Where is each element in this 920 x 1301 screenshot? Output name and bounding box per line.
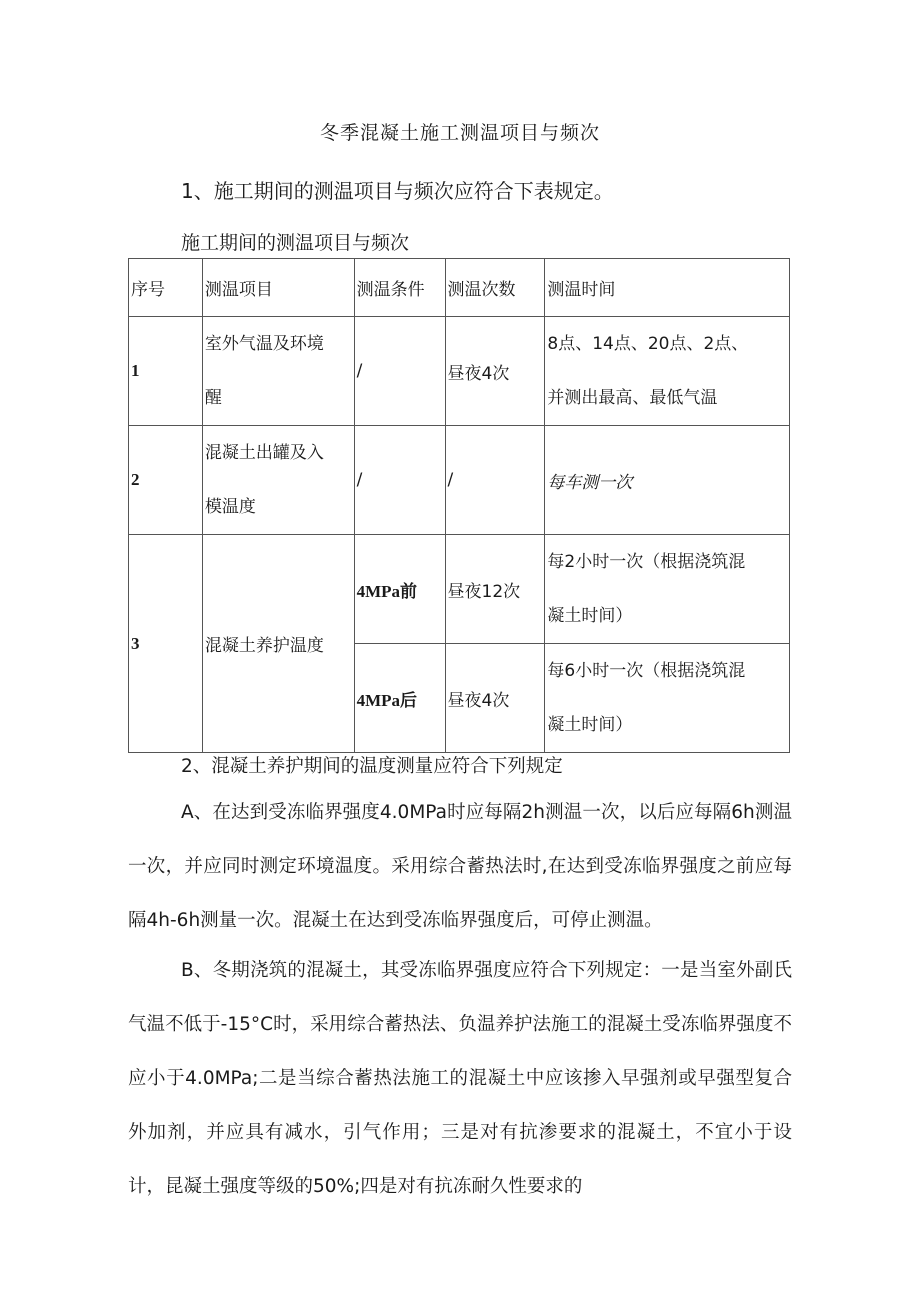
count-cell: 昼夜4次 — [445, 317, 545, 426]
row-number: 1 — [129, 317, 203, 426]
row-number: 3 — [129, 535, 203, 753]
condition-cell: / — [354, 426, 445, 535]
count-cell: / — [445, 426, 545, 535]
header-cell: 测温时间 — [545, 259, 790, 317]
count-cell: 昼夜4次 — [445, 644, 545, 753]
table-caption: 施工期间的测温项目与频次 — [181, 232, 410, 254]
time-cell: 每车测一次 — [545, 426, 790, 535]
condition-cell: 4MPa前 — [354, 535, 445, 644]
item-cell: 室外气温及环境 醒 — [202, 317, 354, 426]
intro-line: 1、施工期间的测温项目与频次应符合下表规定。 — [181, 179, 614, 203]
item-cell: 混凝土养护温度 — [202, 535, 354, 753]
paragraph-a: A、在达到受冻临界强度4.0MPa时应每隔2h测温一次，以后应每隔6h测温一次，并应同时测定环境温度。采用综合蓄热法时,在达到受冻临界强度之前应每隔4h-6h测量一次。混凝土在达到受冻临界强度后，可停止测温。 — [128, 802, 792, 931]
header-cell: 测温条件 — [354, 259, 445, 317]
count-cell: 昼夜12次 — [445, 535, 545, 644]
page-title: 冬季混凝土施工测温项目与频次 — [319, 122, 600, 144]
header-cell: 序号 — [129, 259, 203, 317]
table-header-row — [129, 259, 790, 317]
item-cell: 混凝土出罐及入 模温度 — [202, 426, 354, 535]
table-row — [129, 317, 790, 426]
temperature-table — [128, 258, 790, 753]
header-cell: 测温项目 — [202, 259, 354, 317]
time-cell: 每2小时一次（根据浇筑混 凝土时间） — [545, 535, 790, 644]
condition-cell: / — [354, 317, 445, 426]
paragraph-b: B、冬期浇筑的混凝土，其受冻临界强度应符合下列规定：一是当室外副氏气温不低于-15°C时，采用综合蓄热法、负温养护法施工的混凝土受冻临界强度不应小于4.0MPa;二是当综合蓄热法施工的混凝土中应该掺入早强剂或早强型复合外加剂，并应具有减水，引气作用；三是对有抗渗要求的混凝土，不宜小于设计，昆凝土强度等级的50%;四是对有抗冻耐久性要求的 — [128, 960, 792, 1197]
header-cell: 测温次数 — [445, 259, 545, 317]
table-row — [129, 426, 790, 535]
table-row — [129, 535, 790, 644]
row-number: 2 — [129, 426, 203, 535]
time-cell: 每6小时一次（根据浇筑混 凝土时间） — [545, 644, 790, 753]
section-heading: 2、混凝土养护期间的温度测量应符合下列规定 — [181, 756, 563, 777]
condition-cell: 4MPa后 — [354, 644, 445, 753]
time-cell: 8点、14点、20点、2点、 并测出最高、最低气温 — [545, 317, 790, 426]
